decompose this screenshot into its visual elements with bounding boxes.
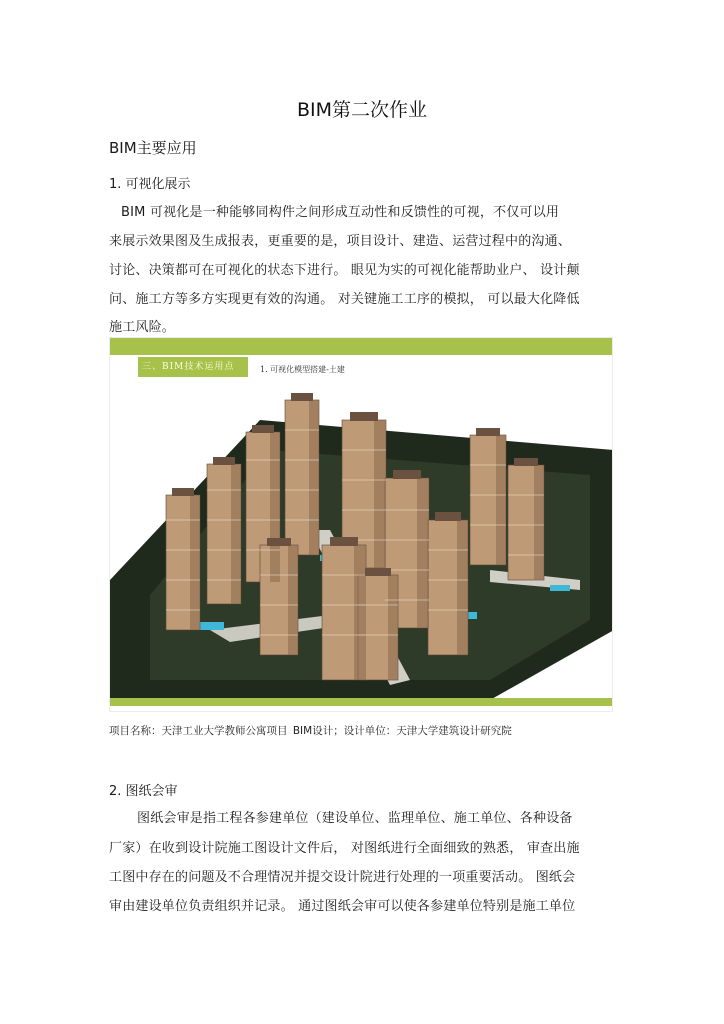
paragraph-line: 施工风险。: [109, 320, 176, 335]
paragraph-line: BIM 可视化是一种能够同构件之间形成互动性和反馈性的可视，不仅可以用: [121, 205, 560, 220]
paragraph-line: 审由建设单位负责组织并记录。 通过图纸会审可以使各参建单位特别是施工单位: [109, 899, 576, 914]
figure-top-bar: [110, 338, 613, 355]
figure-sub-label: 1. 可视化模型搭建-土建: [260, 365, 345, 374]
bim-model-figure: [109, 337, 613, 712]
subsection-heading-drawing-review: 2. 图纸会审: [109, 784, 178, 799]
figure-bottom-bar: [110, 698, 613, 706]
section-heading: BIM主要应用: [109, 139, 197, 157]
page-title: BIM第二次作业: [296, 99, 428, 121]
subsection-heading-visualization: 1. 可视化展示: [109, 177, 191, 192]
paragraph-line: 图纸会审是指工程各参建单位（建设单位、监理单位、施工单位、各种设备: [137, 811, 573, 826]
paragraph-line: 问、施工方等多方实现更有效的沟通。 对关键施工工序的模拟， 可以最大化降低: [109, 292, 580, 307]
paragraph-line: 讨论、决策都可在可视化的状态下进行。 眼见为实的可视化能帮助业户、 设计颠: [109, 263, 580, 278]
paragraph-line: 工图中存在的问题及不合理情况并提交设计院进行处理的一项重要活动。 图纸会: [109, 870, 576, 885]
paragraph-line: 来展示效果图及生成报表，更重要的是，项目设计、建造、运营过程中的沟通、: [109, 234, 572, 249]
building-model-render: [110, 380, 613, 700]
figure-caption: 项目名称：天津工业大学教师公寓项目 BIM设计；设计单位：天津大学建筑设计研究院: [109, 725, 512, 737]
paragraph-line: 厂家）在收到设计院施工图设计文件后， 对图纸进行全面细致的熟悉， 审查出施: [109, 841, 580, 856]
figure-banner-label: 三、BIM技术运用点: [138, 357, 248, 377]
